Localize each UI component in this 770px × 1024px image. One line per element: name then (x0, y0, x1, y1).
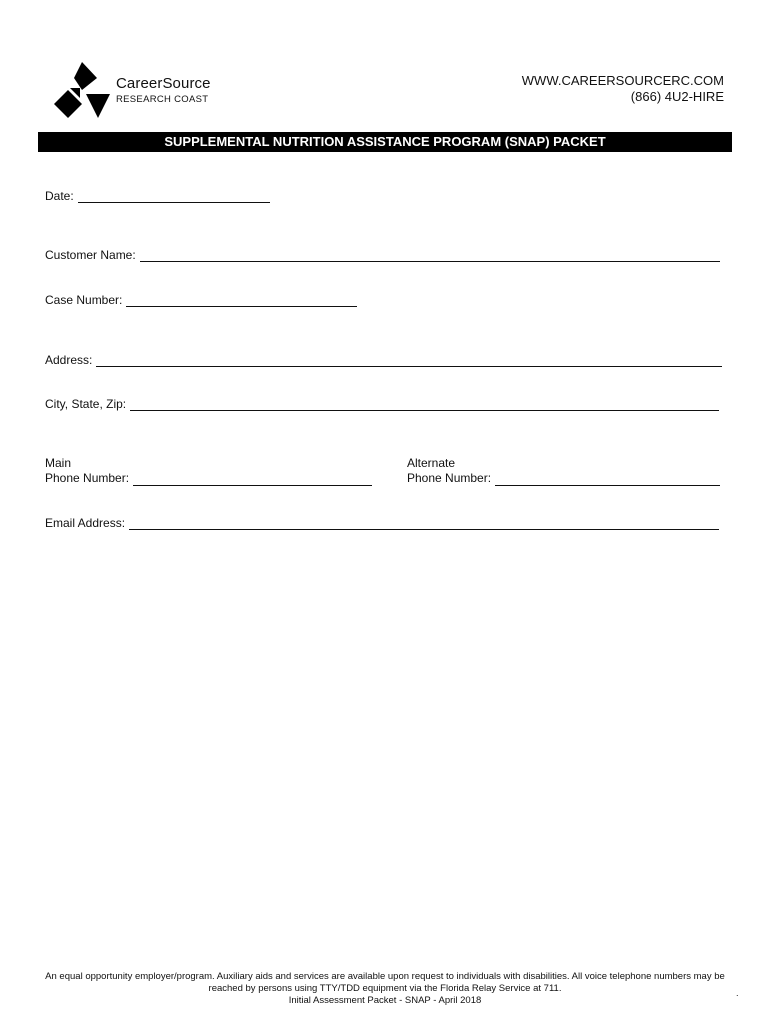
footer-mark: . (736, 988, 739, 998)
alternate-phone-label (407, 456, 491, 486)
customer-name-field[interactable] (45, 248, 720, 262)
contact-info (522, 73, 724, 105)
alternate-phone-label-line2: Phone Number: (407, 471, 492, 485)
alternate-phone-label-line1: Alternate (407, 456, 456, 470)
email-label: Email Address: (45, 516, 126, 530)
careersource-logo-icon (52, 60, 114, 124)
main-phone-label (45, 456, 129, 486)
city-state-zip-label: City, State, Zip: (45, 397, 127, 411)
customer-name-input-line[interactable] (140, 248, 720, 262)
case-number-field[interactable] (45, 293, 357, 307)
website-link[interactable]: WWW.CAREERSOURCERC.COM (521, 73, 724, 88)
case-number-label: Case Number: (45, 293, 123, 307)
date-input-line[interactable] (78, 189, 270, 203)
logo-subtitle: RESEARCH COAST (116, 94, 209, 105)
main-phone-label-line1: Main (45, 456, 72, 470)
customer-name-label: Customer Name: (45, 248, 136, 262)
address-field[interactable] (45, 353, 722, 367)
city-state-zip-input-line[interactable] (130, 397, 719, 411)
date-label: Date: (45, 189, 74, 203)
address-input-line[interactable] (96, 353, 722, 367)
footer-disclaimer-line1: An equal opportunity employer/program. Auxiliary aids and services are available upon request to individuals with disabilities. All voice telephone numbers may be (45, 971, 725, 982)
main-phone-label-line2: Phone Number: (45, 471, 130, 485)
case-number-input-line[interactable] (126, 293, 357, 307)
footer-disclaimer-line2: reached by persons using TTY/TDD equipment via the Florida Relay Service at 711. (208, 983, 562, 994)
main-phone-field[interactable] (45, 456, 372, 486)
phone-number: (866) 4U2-HIRE (630, 89, 724, 104)
logo-name: CareerSource (116, 75, 211, 92)
email-input-line[interactable] (129, 516, 719, 530)
careersource-logo (52, 60, 222, 124)
footer-packet-info: Initial Assessment Packet - SNAP - April 2018 (288, 995, 482, 1006)
city-state-zip-field[interactable] (45, 397, 719, 411)
alternate-phone-field[interactable] (407, 456, 720, 486)
address-label: Address: (45, 353, 93, 367)
page-title: SUPPLEMENTAL NUTRITION ASSISTANCE PROGRAM (SNAP) PACKET (38, 132, 732, 152)
alternate-phone-input-line[interactable] (495, 472, 720, 486)
main-phone-input-line[interactable] (133, 472, 372, 486)
footer (20, 971, 750, 1007)
date-field[interactable] (45, 189, 270, 203)
email-field[interactable] (45, 516, 719, 530)
